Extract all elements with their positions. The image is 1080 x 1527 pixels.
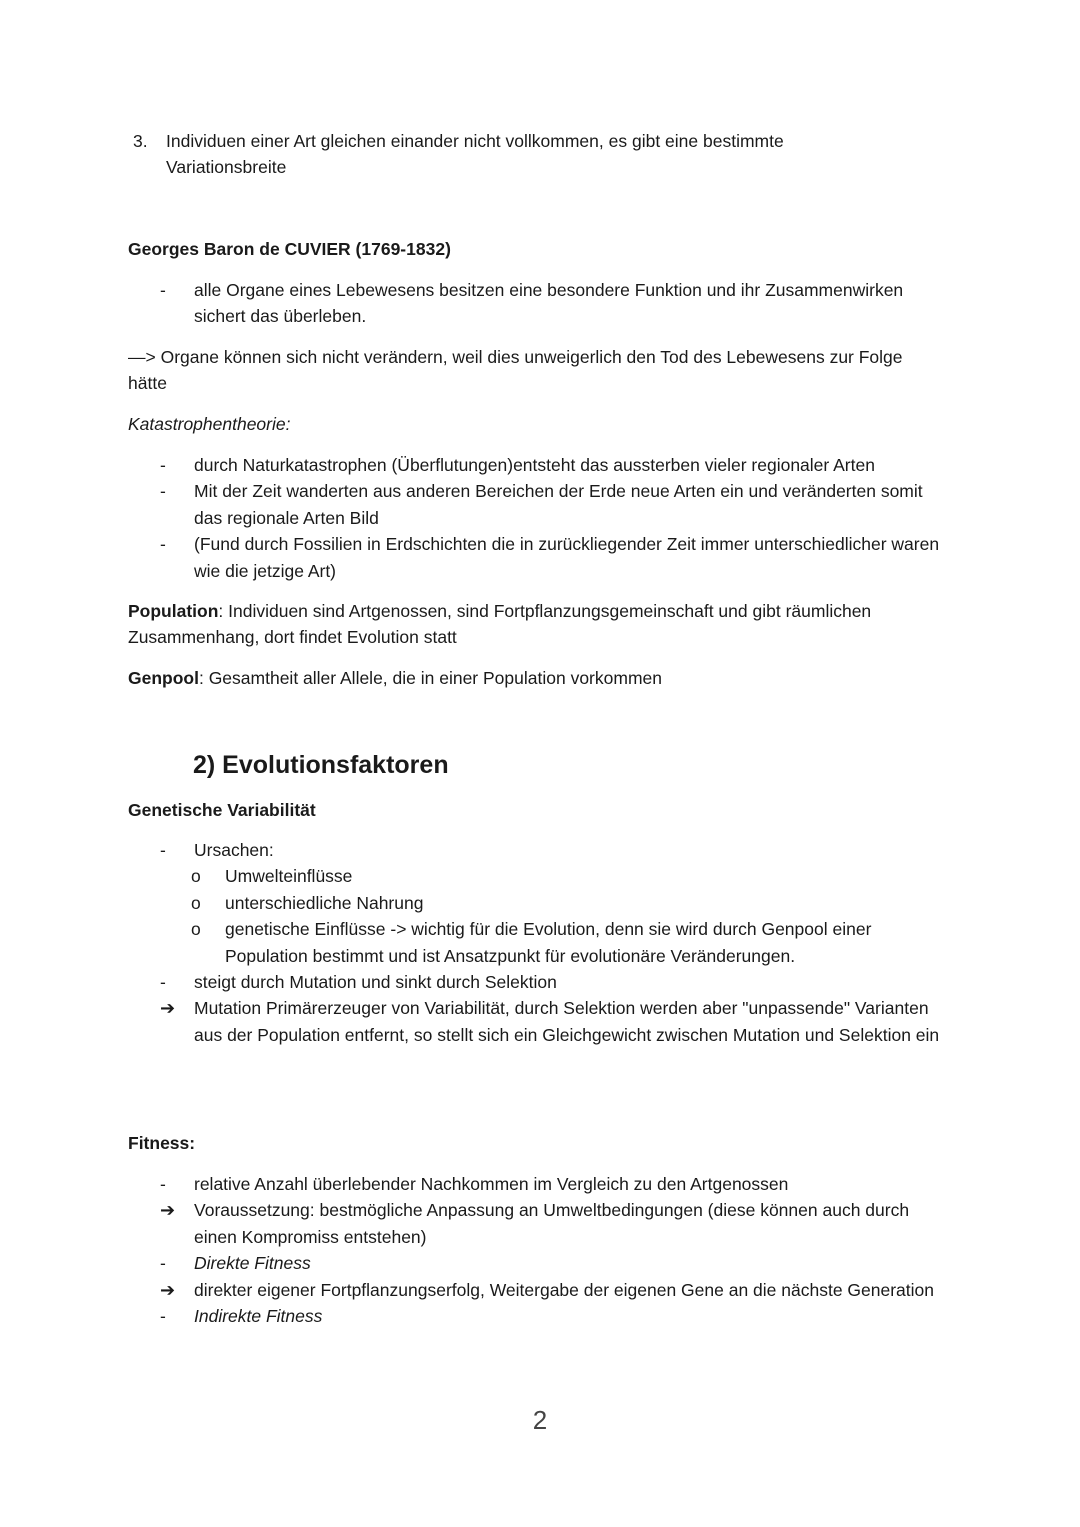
list-item: ➔ Voraussetzung: bestmögliche Anpassung an Umweltbedingungen (diese können auch durch einen Kompromiss entstehen) xyxy=(160,1197,950,1250)
circle-bullet: o xyxy=(191,866,201,887)
arrow-icon: ➔ xyxy=(160,1279,176,1300)
list-item: ➔ Mutation Primärerzeuger von Variabilität, durch Selektion werden aber "unpassende" Varianten aus der Population entfernt, so stellt sich ein Gleichgewicht zwischen Mutation und Selektion ein xyxy=(160,995,950,1048)
circle-bullet: o xyxy=(191,892,201,913)
dash-bullet: - xyxy=(160,1253,166,1274)
dash-bullet: - xyxy=(160,534,166,555)
page-number: 2 xyxy=(532,1405,548,1435)
term: Population xyxy=(128,601,219,621)
fitness-heading: Fitness: xyxy=(128,1133,196,1153)
list-item: - Direkte Fitness xyxy=(160,1250,950,1276)
list-item: - steigt durch Mutation und sinkt durch Selektion xyxy=(160,969,950,995)
list-item: - alle Organe eines Lebewesens besitzen eine besondere Funktion und ihr Zusammenwirken sichert das überleben. xyxy=(160,277,950,330)
dash-bullet: - xyxy=(160,972,166,993)
cuvier-list xyxy=(160,277,950,330)
list-item: - (Fund durch Fossilien in Erdschichten die in zurückliegender Zeit immer unterschiedlicher waren wie die jetzige Art) xyxy=(160,531,950,584)
list-item: - relative Anzahl überlebender Nachkommen im Vergleich zu den Artgenossen xyxy=(160,1171,950,1197)
causes-sublist xyxy=(126,863,950,969)
circle-bullet: o xyxy=(191,919,201,940)
population-definition: Population: Individuen sind Artgenossen, sind Fortpflanzungsgemeinschaft und gibt räumlichen Zusammenhang, dort findet Evolution statt xyxy=(128,601,872,648)
arrow-icon: ➔ xyxy=(160,998,176,1019)
variability-heading: Genetische Variabilität xyxy=(128,800,316,820)
section-heading: 2) Evolutionsfaktoren xyxy=(193,751,449,779)
list-item: - durch Naturkatastrophen (Überflutungen)entsteht das aussterben vieler regionaler Arten xyxy=(160,452,950,478)
dash-bullet: - xyxy=(160,481,166,502)
list-item: o genetische Einflüsse -> wichtig für die Evolution, denn sie wird durch Genpool einer Population bestimmt und ist Ansatzpunkt für evolutionäre Veränderungen. xyxy=(126,916,950,969)
list-item: - Ursachen: xyxy=(160,837,950,863)
catastrophe-heading: Katastrophentheorie: xyxy=(128,414,291,434)
numbered-item-3 xyxy=(133,128,853,181)
list-item-text: Individuen einer Art gleichen einander nicht vollkommen, es gibt eine bestimmte Variationsbreite xyxy=(166,131,784,178)
cuvier-consequence: —> Organe können sich nicht verändern, weil dies unweigerlich den Tod des Lebewesens zur Folge hätte xyxy=(128,347,903,394)
catastrophe-list xyxy=(160,452,950,584)
variability-list xyxy=(160,837,950,1048)
dash-bullet: - xyxy=(160,280,166,300)
dash-bullet: - xyxy=(160,455,166,475)
dash-bullet: - xyxy=(160,1174,166,1194)
term: Genpool xyxy=(128,668,199,688)
cuvier-heading: Georges Baron de CUVIER (1769-1832) xyxy=(128,239,451,259)
list-item: ➔ direkter eigener Fortpflanzungserfolg, Weitergabe der eigenen Gene an die nächste Generation xyxy=(160,1277,950,1303)
list-number: 3. xyxy=(133,131,148,151)
genpool-definition: Genpool: Gesamtheit aller Allele, die in einer Population vorkommen xyxy=(128,668,662,688)
list-item: o unterschiedliche Nahrung xyxy=(126,890,950,916)
arrow-icon: ➔ xyxy=(160,1200,176,1221)
dash-bullet: - xyxy=(160,840,166,860)
list-item: o Umwelteinflüsse xyxy=(126,863,950,889)
list-item: - Indirekte Fitness xyxy=(160,1303,950,1329)
dash-bullet: - xyxy=(160,1306,166,1327)
list-item: - Mit der Zeit wanderten aus anderen Bereichen der Erde neue Arten ein und veränderten somit das regionale Arten Bild xyxy=(160,478,950,531)
fitness-list xyxy=(160,1171,950,1329)
